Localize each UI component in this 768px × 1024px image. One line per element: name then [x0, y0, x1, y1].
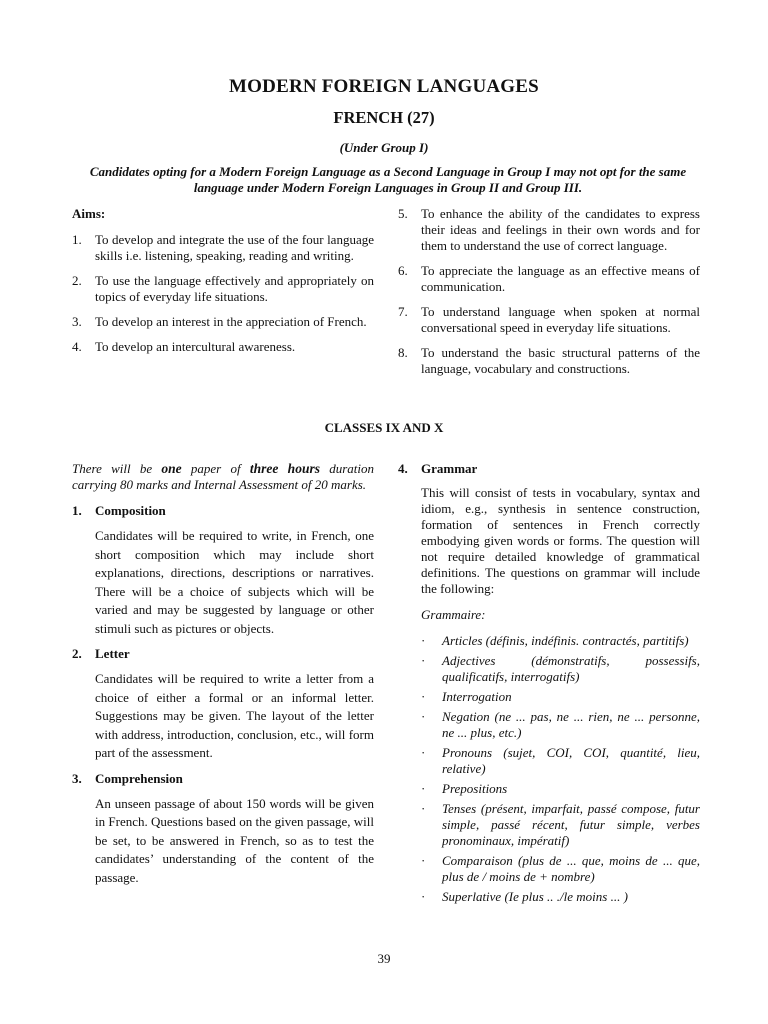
aim-number: 5. [398, 206, 408, 221]
aims-right-column [398, 206, 700, 386]
section-heading-grammar [398, 461, 700, 477]
aims-list-right [398, 206, 700, 377]
section-number: 3. [72, 770, 82, 786]
aim-number: 6. [398, 263, 408, 278]
aim-number: 4. [72, 339, 82, 354]
section-title: Letter [95, 646, 130, 661]
syllabus-left-column [72, 461, 374, 895]
section-heading-comprehension [72, 771, 374, 787]
aim-number: 7. [398, 304, 408, 319]
bullet-icon: · [421, 889, 426, 904]
page-number: 39 [377, 951, 391, 966]
aim-item [72, 273, 374, 305]
grammaire-item-text: Comparaison (plus de ... que, moins de ... que, plus de / moins de + nombre) [442, 853, 700, 884]
aims-left-column [72, 206, 374, 364]
aim-number: 2. [72, 273, 82, 288]
bullet-icon: · [421, 853, 426, 868]
section-title: Comprehension [95, 770, 183, 786]
grammaire-item [421, 633, 700, 649]
section-body-letter: Candidates will be required to write a letter from a choice of either a formal or an informal letter. Suggestions may be given. The layout of the letter with address, introduction, conclusion, etc., will form part of the assessment. [95, 671, 374, 760]
page-title: MODERN FOREIGN LANGUAGES [229, 76, 539, 97]
aim-number: 3. [72, 314, 82, 329]
section-title: Grammar [421, 461, 478, 476]
grammaire-item [421, 781, 700, 797]
grammaire-item [421, 709, 700, 741]
group-label: (Under Group I) [339, 140, 429, 155]
grammaire-item [421, 801, 700, 849]
aim-item [72, 232, 374, 264]
aim-text: To understand language when spoken at normal conversational speed in everyday life situations. [421, 304, 700, 335]
section-body-comprehension: An unseen passage of about 150 words will be given in French. Questions based on the given passage, will be set, to be answered in French, so as to test the candidates’ understanding of the content of the passage. [95, 795, 374, 885]
section-number: 1. [72, 503, 82, 518]
aims-heading: Aims: [72, 206, 106, 221]
grammaire-list [398, 633, 700, 905]
grammaire-item-text: Articles (définis, indéfinis. contractés, partitifs) [442, 633, 689, 648]
aims-list-left [72, 232, 374, 355]
bullet-icon: · [421, 653, 426, 668]
grammaire-item-text: Interrogation [442, 689, 512, 704]
aim-text: To understand the basic structural patterns of the language, vocabulary and constructions. [421, 345, 700, 376]
grammaire-item [421, 745, 700, 777]
aim-item [72, 314, 374, 330]
grammaire-item-text: Tenses (présent, imparfait, passé compose, futur simple, passé récent, futur simple, verbes pronominaux, impératif) [442, 801, 700, 848]
aim-number: 1. [72, 232, 82, 247]
grammaire-item [421, 653, 700, 685]
section-title: Composition [95, 503, 166, 518]
aim-number: 8. [398, 345, 408, 360]
grammaire-item [421, 689, 700, 705]
bullet-icon: · [421, 781, 426, 796]
grammaire-item [421, 889, 700, 905]
bullet-icon: · [421, 633, 426, 648]
grammaire-item-text: Superlative (Ie plus .. ./le moins ... ) [442, 889, 628, 904]
section-heading-composition [72, 503, 374, 519]
aim-text: To develop an intercultural awareness. [95, 339, 296, 354]
section-body-grammar: This will consist of tests in vocabulary, syntax and idiom, e.g., synthesis in sentence construction, formation of sentences in French correctly embodying given words or forms. The question will not require detailed knowledge of grammatical definitions. The questions on grammar will include the following: [421, 485, 700, 596]
aim-text: To use the language effectively and appropriately on topics of everyday life situations. [95, 273, 374, 304]
intro-emphasis-hours: three hours [249, 461, 320, 476]
aim-item [398, 263, 700, 295]
paper-intro [72, 461, 374, 493]
aim-item [398, 304, 700, 336]
aim-item [398, 206, 700, 254]
bullet-icon: · [421, 801, 426, 816]
bullet-icon: · [421, 689, 426, 704]
intro-text: There will be [72, 461, 162, 476]
grammaire-item-text: Pronouns (sujet, COI, COI, quantité, lieu, relative) [442, 745, 700, 776]
aim-text: To enhance the ability of the candidates to express their ideas and feelings in their own words and for them to understand the use of correct language. [421, 206, 700, 253]
section-heading-letter [72, 646, 374, 662]
bullet-icon: · [421, 709, 426, 724]
grammaire-item-text: Prepositions [442, 781, 508, 796]
bullet-icon: · [421, 745, 426, 760]
aim-text: To appreciate the language as an effective means of communication. [421, 263, 700, 294]
aim-text: To develop an interest in the appreciation of French. [95, 314, 367, 329]
candidate-note: Candidates opting for a Modern Foreign Language as a Second Language in Group I may not opt for the same language under Modern Foreign Languages in Group II and Group III. [89, 164, 687, 195]
intro-emphasis-one: one [161, 461, 182, 476]
aim-text: To develop and integrate the use of the four language skills i.e. listening, speaking, reading and writing. [95, 232, 374, 263]
intro-text: paper of [181, 461, 250, 476]
section-number: 2. [72, 646, 82, 661]
page-subtitle: FRENCH (27) [333, 108, 435, 127]
section-body-composition: Candidates will be required to write, in French, one short composition which may include short explanations, directions, descriptions or narratives. There will be a choice of subjects which will be varied and may be suggested by language or other stimuli such as pictures or objects. [95, 528, 374, 636]
intro-text: duration carrying 80 marks and Internal Assessment of 20 marks. [72, 461, 374, 492]
aim-item [398, 345, 700, 377]
aim-item [72, 339, 374, 355]
grammaire-heading: Grammaire: [421, 607, 486, 622]
syllabus-right-column [398, 461, 700, 909]
classes-heading: CLASSES IX AND X [324, 420, 444, 435]
grammaire-item [421, 853, 700, 885]
grammaire-item-text: Negation (ne ... pas, ne ... rien, ne ... personne, ne ... plus, etc.) [442, 709, 700, 740]
grammaire-item-text: Adjectives (démonstratifs, possessifs, qualificatifs, interrogatifs) [442, 653, 700, 684]
section-number: 4. [398, 461, 408, 476]
